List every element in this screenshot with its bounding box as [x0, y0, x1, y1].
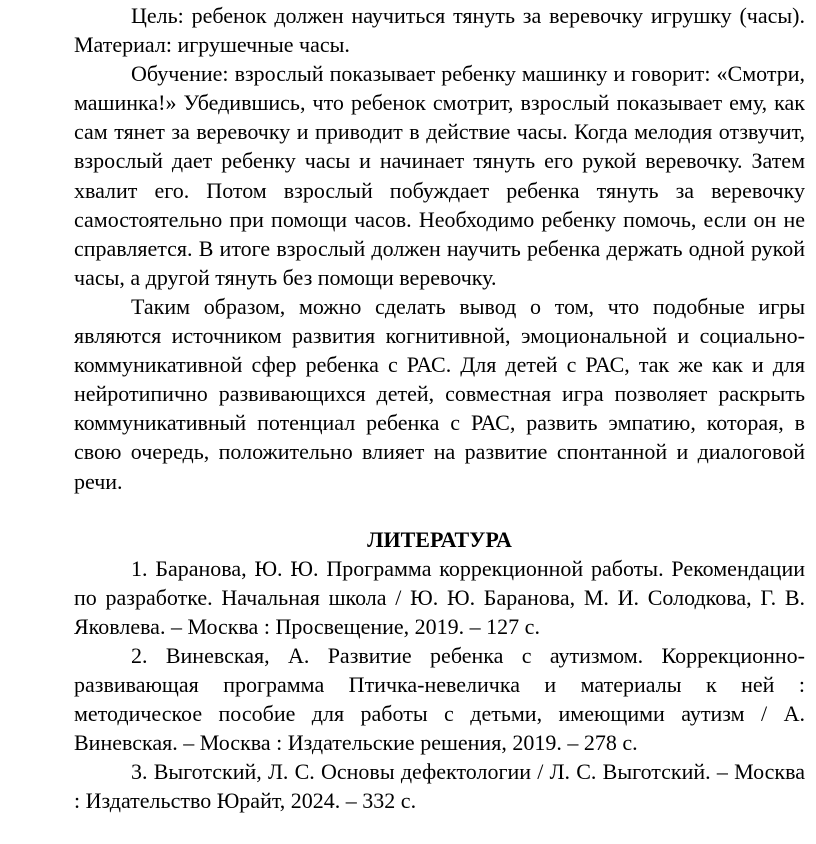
reference-item-3: 3. Выготский, Л. С. Основы дефектологии / Л. С. Выготский. – Москва : Издательство Юрайт, 2024. – 332 с. — [74, 759, 805, 814]
references-heading: ЛИТЕРАТУРА — [367, 526, 512, 552]
section-spacer — [74, 496, 805, 525]
reference-item-2: 2. Виневская, А. Развитие ребенка с аутизмом. Коррекционно-развивающая программа Птичка-невеличка и материалы к ней : методическое пособие для работы с детьми, имеющими аутизм / А. Виневская. – Москва : Издательские решения, 2019. – 278 с. — [74, 642, 805, 756]
reference-item-1: 1. Баранова, Ю. Ю. Программа коррекционной работы. Рекомендации по разработке. Начальная школа / Ю. Ю. Баранова, М. И. Солодкова, Г. В. Яковлева. – Москва : Просвещение, 2019. – 127 с. — [74, 555, 805, 639]
paragraph-goal: Цель: ребенок должен научиться тянуть за веревочку игрушку (часы). Материал: игрушечные часы. — [74, 3, 805, 58]
paragraph-conclusion: Таким образом, можно сделать вывод о том, что подобные игры являются источником развития когнитивной, эмоциональной и социально- коммуникативной сфер ребенка с РАС. Для детей с РАС, так же как и для нейротипично развивающихся детей, совместная игра позволяет раскрыть коммуникативный потенциал ребенка с РАС, развить эмпатию, которая, в свою очередь, положительно влияет на развитие спонтанной и диалоговой речи. — [74, 293, 805, 494]
paragraph-training: Обучение: взрослый показывает ребенку машинку и говорит: «Смотри, машинка!» Убедившись, что ребенок смотрит, взрослый показывает ему, как сам тянет за веревочку и приводит в действие часы. Когда мелодия отзвучит, взрослый дает ребенку часы и начинает тянуть его рукой веревочку. Затем хвалит его. Потом взрослый побуждает ребенка тянуть за веревочку самостоятельно при помощи часов. Необходимо ребенку помочь, если он не справляется. В итоге взрослый должен научить ребенка держать одной рукой часы, а другой тянуть без помощи веревочку. — [74, 61, 805, 290]
